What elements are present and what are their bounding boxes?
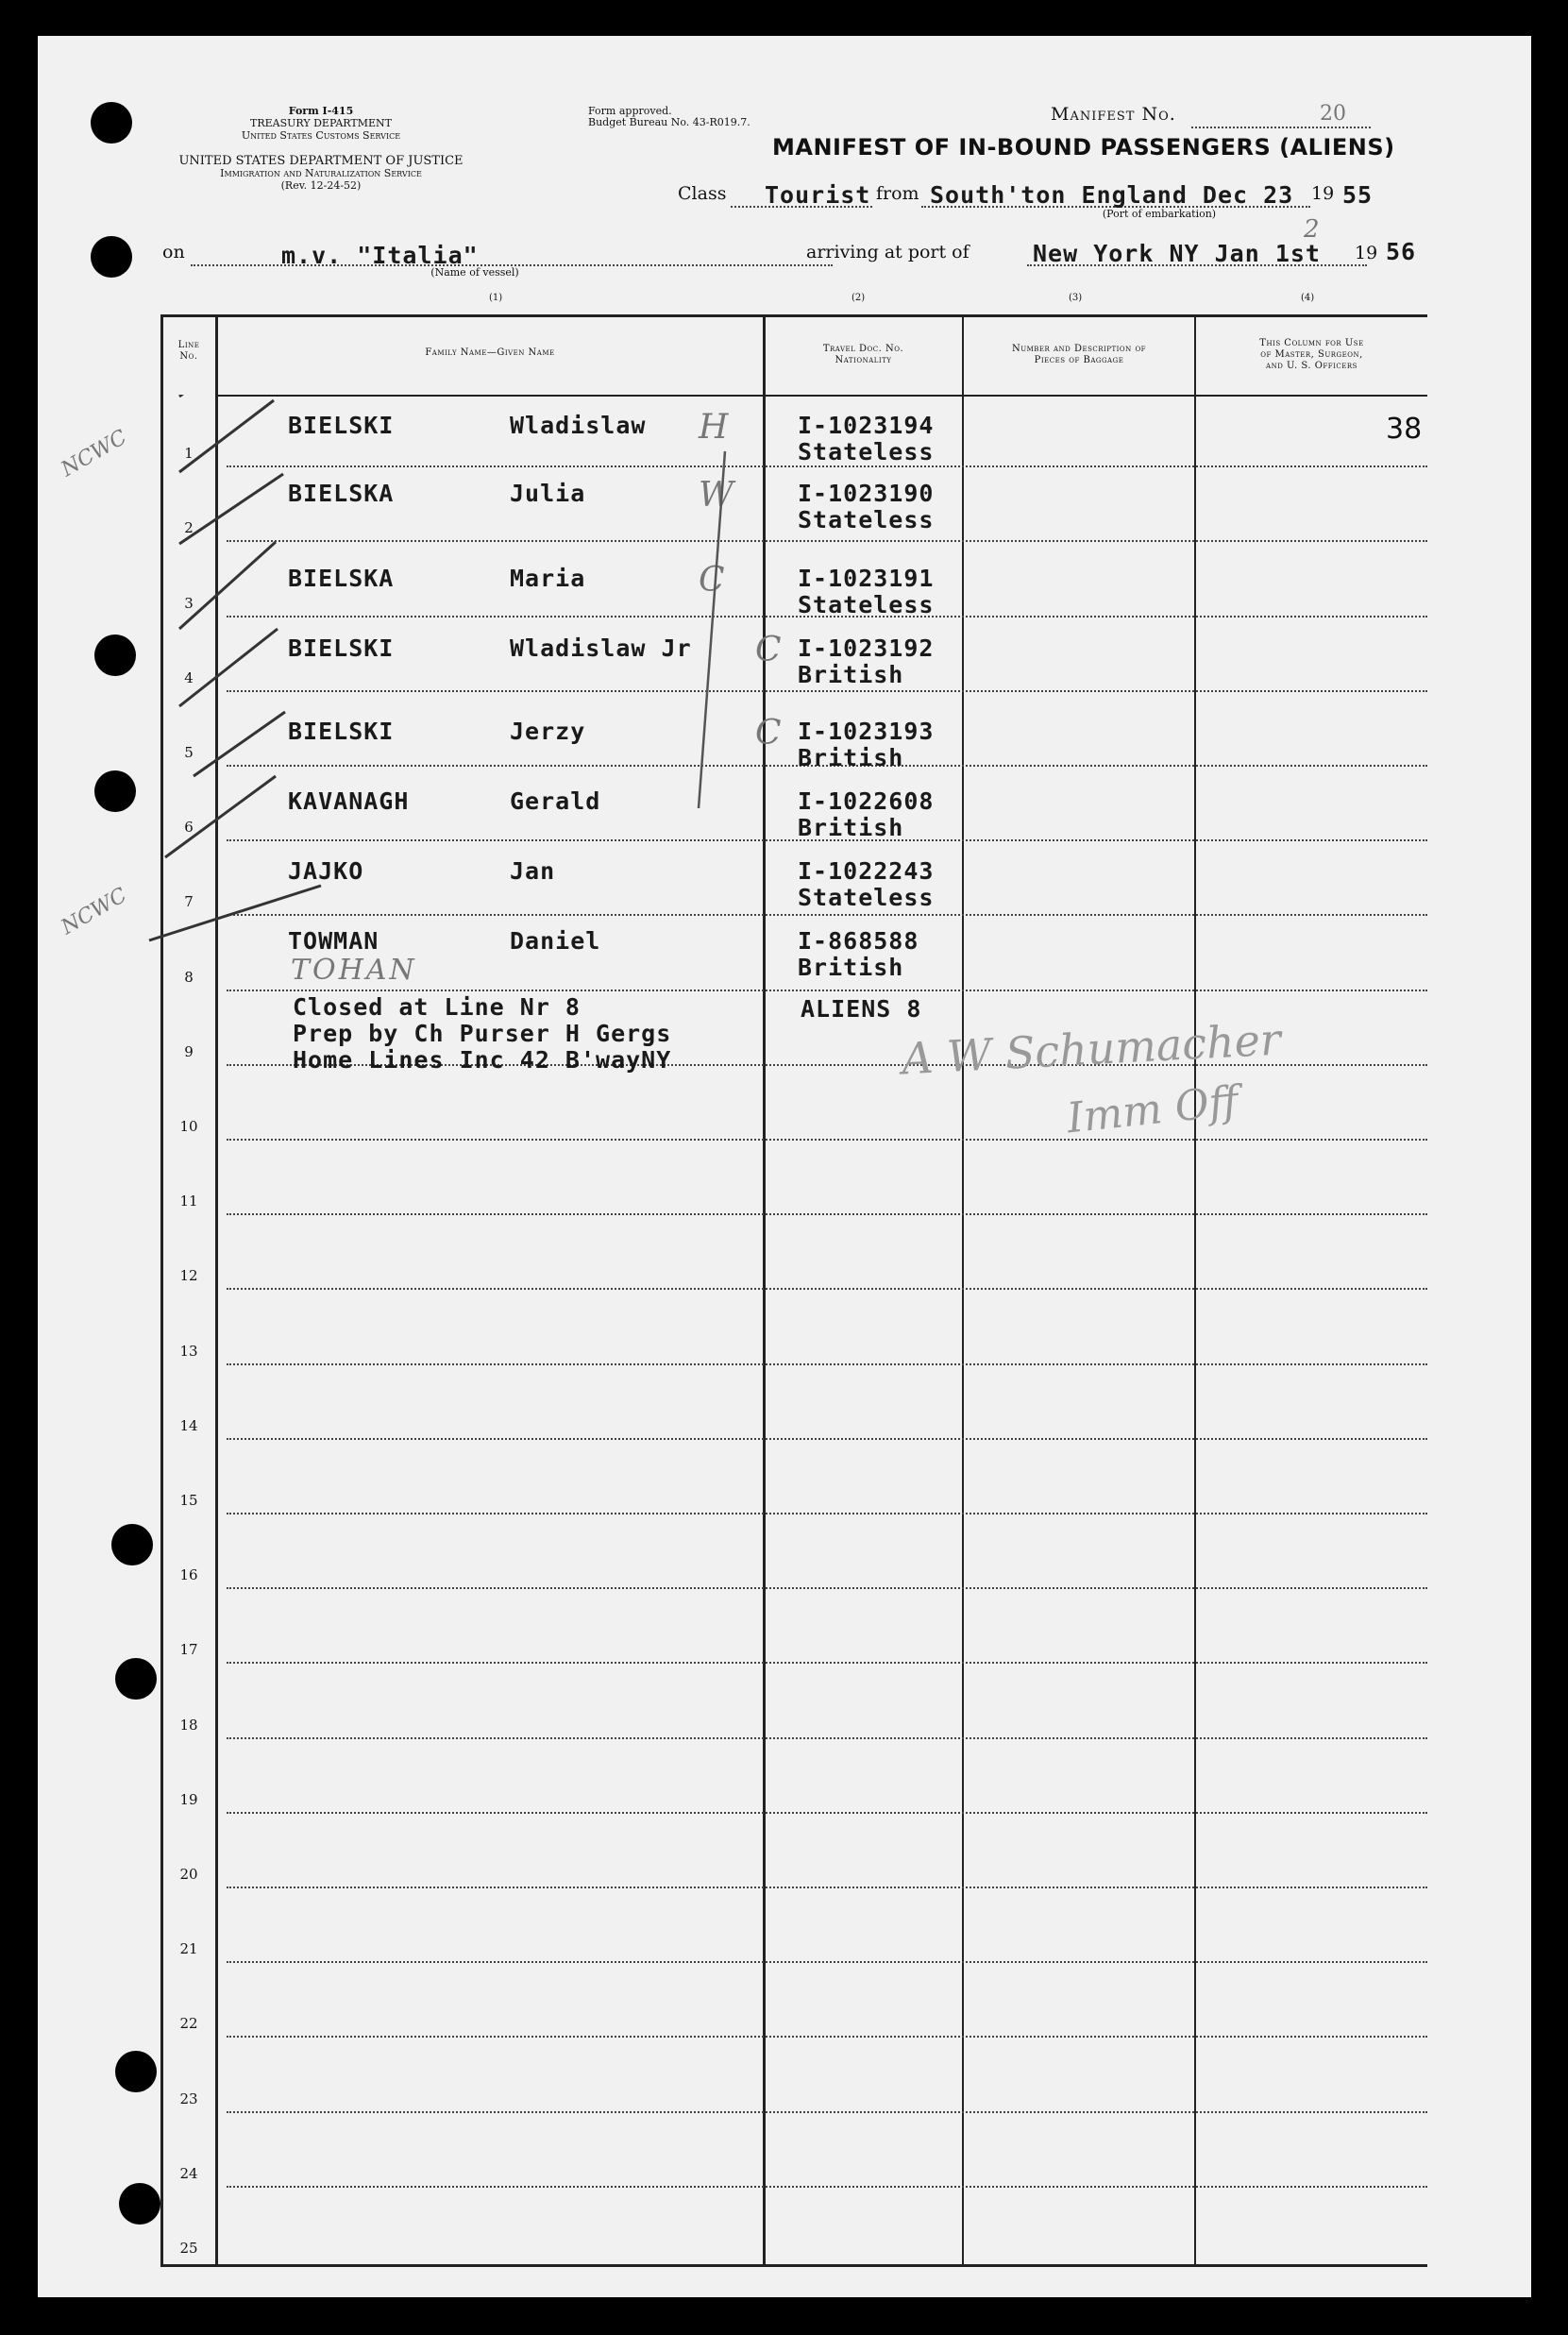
col-head-officers-1: This Column for Use [1259, 338, 1364, 348]
table-top-rule [160, 314, 1427, 317]
given-name: Julia [510, 480, 586, 507]
line-number: 20 [179, 1866, 198, 1883]
approval-block [588, 106, 750, 128]
from-value: South'ton England Dec 23 [930, 181, 1294, 209]
binder-hole [94, 770, 136, 812]
form-number: Form I-415 [288, 105, 354, 117]
line-number: 1 [184, 445, 194, 462]
given-name: Wladislaw Jr [510, 635, 692, 662]
travel-doc-no: I-1023192 [798, 635, 935, 662]
line-number: 5 [184, 744, 194, 761]
row-rule [227, 1812, 1427, 1814]
given-name: Gerald [510, 787, 601, 815]
binder-hole [91, 236, 132, 278]
vessel-name: m.v. "Italia" [281, 242, 479, 269]
tick-mark [179, 400, 274, 472]
relationship-mark: W [699, 476, 734, 515]
line-number: 8 [184, 969, 194, 986]
line-number: 7 [184, 893, 194, 910]
relationship-mark: H [699, 408, 729, 447]
officer-col-rule [1194, 314, 1196, 2267]
year2-suffix: 56 [1386, 238, 1417, 265]
binder-hole [115, 1658, 157, 1700]
manifest-no-label: Manifest No. [1051, 104, 1176, 125]
line-number: 12 [179, 1267, 198, 1284]
budget-bureau: Budget Bureau No. 43-R019.7. [588, 116, 750, 128]
row-rule [227, 1887, 1427, 1888]
col-head-officers [1196, 338, 1427, 372]
given-name: Daniel [510, 927, 601, 955]
row-rule [227, 1139, 1427, 1141]
table-bottom-rule [160, 2264, 1427, 2267]
port-caption: (Port of embarkation) [1102, 208, 1217, 220]
row-rule [227, 1513, 1427, 1514]
binder-hole [91, 102, 132, 144]
row-rule [227, 2036, 1427, 2038]
nationality: Stateless [798, 591, 935, 618]
class-value: Tourist [765, 181, 871, 209]
tick-mark [179, 629, 278, 706]
tick-mark [179, 395, 278, 397]
col-head-name: Family Name—Given Name [425, 347, 555, 358]
row-rule [227, 1737, 1427, 1739]
row-rule [227, 2186, 1427, 2188]
travel-doc-no: I-1022243 [798, 857, 935, 885]
family-name: TOWMAN [288, 927, 379, 955]
col-head-doc-1: Travel Doc. No. [822, 344, 904, 354]
handwritten-ticks [38, 395, 793, 1056]
tick-mark [149, 886, 321, 940]
col-head-officers-3: and U. S. Officers [1266, 361, 1357, 371]
dept-block [151, 155, 491, 192]
nationality: British [798, 814, 904, 841]
manifest-no-value: 20 [1320, 102, 1346, 126]
line-number: 14 [179, 1417, 198, 1434]
nationality: Stateless [798, 884, 935, 911]
line-number: 18 [179, 1717, 198, 1734]
closing-line-1: Closed at Line Nr 8 [293, 993, 581, 1021]
on-label: on [162, 242, 185, 262]
col-head-line-2: No. [179, 351, 198, 362]
manifest-no-line [1191, 127, 1371, 128]
col-head-line-1: Line [177, 340, 200, 350]
line-number: 22 [179, 2015, 198, 2032]
year1-suffix: 55 [1342, 181, 1374, 209]
nationality: British [798, 954, 904, 981]
line-number: 19 [179, 1791, 198, 1808]
margin-note-2: NCWC [57, 883, 131, 940]
binder-hole [119, 2183, 160, 2225]
page-title: MANIFEST OF IN-BOUND PASSENGERS (ALIENS) [772, 134, 1395, 161]
officer-signature: A W Schumacher [900, 1013, 1283, 1085]
row-rule [227, 1438, 1427, 1440]
col-head-baggage-1: Number and Description of [1011, 344, 1147, 354]
line-number: 24 [179, 2165, 198, 2182]
family-name: BIELSKA [288, 480, 395, 507]
line-number: 10 [179, 1118, 198, 1135]
family-name: BIELSKI [288, 635, 395, 662]
col-num-2: (2) [851, 293, 866, 303]
travel-doc-no: I-1023191 [798, 565, 935, 592]
given-name: Wladislaw [510, 412, 647, 439]
tick-mark [194, 712, 285, 776]
col-num-4: (4) [1301, 293, 1315, 303]
line-number: 23 [179, 2090, 198, 2107]
line-number: 3 [184, 595, 194, 612]
tick-mark [179, 474, 283, 544]
family-name: BIELSKI [288, 718, 395, 745]
row-rule [227, 1587, 1427, 1589]
row-rule [227, 2111, 1427, 2113]
customs-service: United States Customs Service [241, 129, 401, 142]
from-label: from [876, 183, 919, 204]
row-rule [227, 1363, 1427, 1365]
line-number: 4 [184, 669, 194, 686]
vessel-caption: (Name of vessel) [430, 266, 519, 279]
year2-prefix: 19 [1355, 243, 1378, 263]
travel-doc-no: I-1023194 [798, 412, 935, 439]
binder-hole [111, 1524, 153, 1565]
given-name: Maria [510, 565, 586, 592]
arrival-port: New York NY Jan 1st [1033, 240, 1321, 267]
arrival-correction: 2 [1304, 215, 1320, 244]
row-rule [227, 1961, 1427, 1963]
nationality: British [798, 661, 904, 688]
family-name: KAVANAGH [288, 787, 410, 815]
line-number: 13 [179, 1343, 198, 1360]
revision: (Rev. 12-24-52) [280, 179, 362, 192]
binder-hole [94, 635, 136, 676]
year1-prefix: 19 [1311, 183, 1335, 204]
col-num-1: (1) [489, 293, 503, 303]
given-name: Jerzy [510, 718, 586, 745]
travel-doc-no: I-1023190 [798, 480, 935, 507]
line-number: 25 [179, 2240, 198, 2257]
treasury-dept: TREASURY DEPARTMENT [250, 117, 392, 129]
form-block [208, 105, 434, 142]
family-name: JAJKO [288, 857, 364, 885]
binder-hole [115, 2051, 157, 2092]
name-correction: TOHAN [291, 954, 417, 987]
col-head-doc [765, 344, 962, 366]
class-label: Class [678, 183, 727, 204]
tick-mark [179, 542, 276, 629]
officer-count: 38 [1386, 413, 1423, 446]
row-rule [227, 1288, 1427, 1290]
line-number: 9 [184, 1043, 194, 1060]
margin-note-1: NCWC [57, 425, 131, 482]
relationship-mark: C [699, 561, 725, 600]
relationship-mark: C [755, 714, 782, 753]
nationality: Stateless [798, 506, 935, 533]
nationality: British [798, 744, 904, 771]
family-name: BIELSKI [288, 412, 395, 439]
line-number: 16 [179, 1566, 198, 1583]
bracket-line [699, 451, 725, 808]
line-number: 15 [179, 1492, 198, 1509]
line-number: 11 [179, 1193, 198, 1210]
dept-justice: UNITED STATES DEPARTMENT OF JUSTICE [178, 154, 464, 168]
col-head-baggage-2: Pieces of Baggage [1034, 355, 1124, 365]
col-num-3: (3) [1069, 293, 1083, 303]
line-number: 21 [179, 1940, 198, 1957]
family-name: BIELSKA [288, 565, 395, 592]
line-number: 6 [184, 819, 194, 836]
row-rule [227, 1662, 1427, 1664]
arriving-label: arriving at port of [806, 242, 969, 262]
closing-line-2: Prep by Ch Purser H Gergs [293, 1020, 672, 1047]
line-number: 2 [184, 519, 194, 536]
officer-title: Imm Off [1064, 1076, 1241, 1143]
form-approved: Form approved. [588, 105, 672, 117]
baggage-col-rule [962, 314, 964, 2267]
col-head-line [160, 340, 217, 363]
line-number: 17 [179, 1641, 198, 1658]
ins-service: Immigration and Naturalization Service [220, 167, 422, 179]
tick-mark [165, 776, 276, 857]
given-name: Jan [510, 857, 556, 885]
col-head-baggage [964, 344, 1194, 366]
nationality: Stateless [798, 438, 935, 465]
col-head-doc-2: Nationality [835, 355, 892, 365]
manifest-page [38, 36, 1531, 2297]
relationship-mark: C [755, 631, 782, 669]
closing-line-3: Home Lines Inc 42 B'wayNY [293, 1046, 672, 1074]
travel-doc-no: I-868588 [798, 927, 919, 955]
col-head-officers-2: of Master, Surgeon, [1260, 349, 1363, 360]
travel-doc-no: I-1022608 [798, 787, 935, 815]
aliens-total: ALIENS 8 [801, 995, 922, 1023]
travel-doc-no: I-1023193 [798, 718, 935, 745]
row-rule [227, 1213, 1427, 1215]
